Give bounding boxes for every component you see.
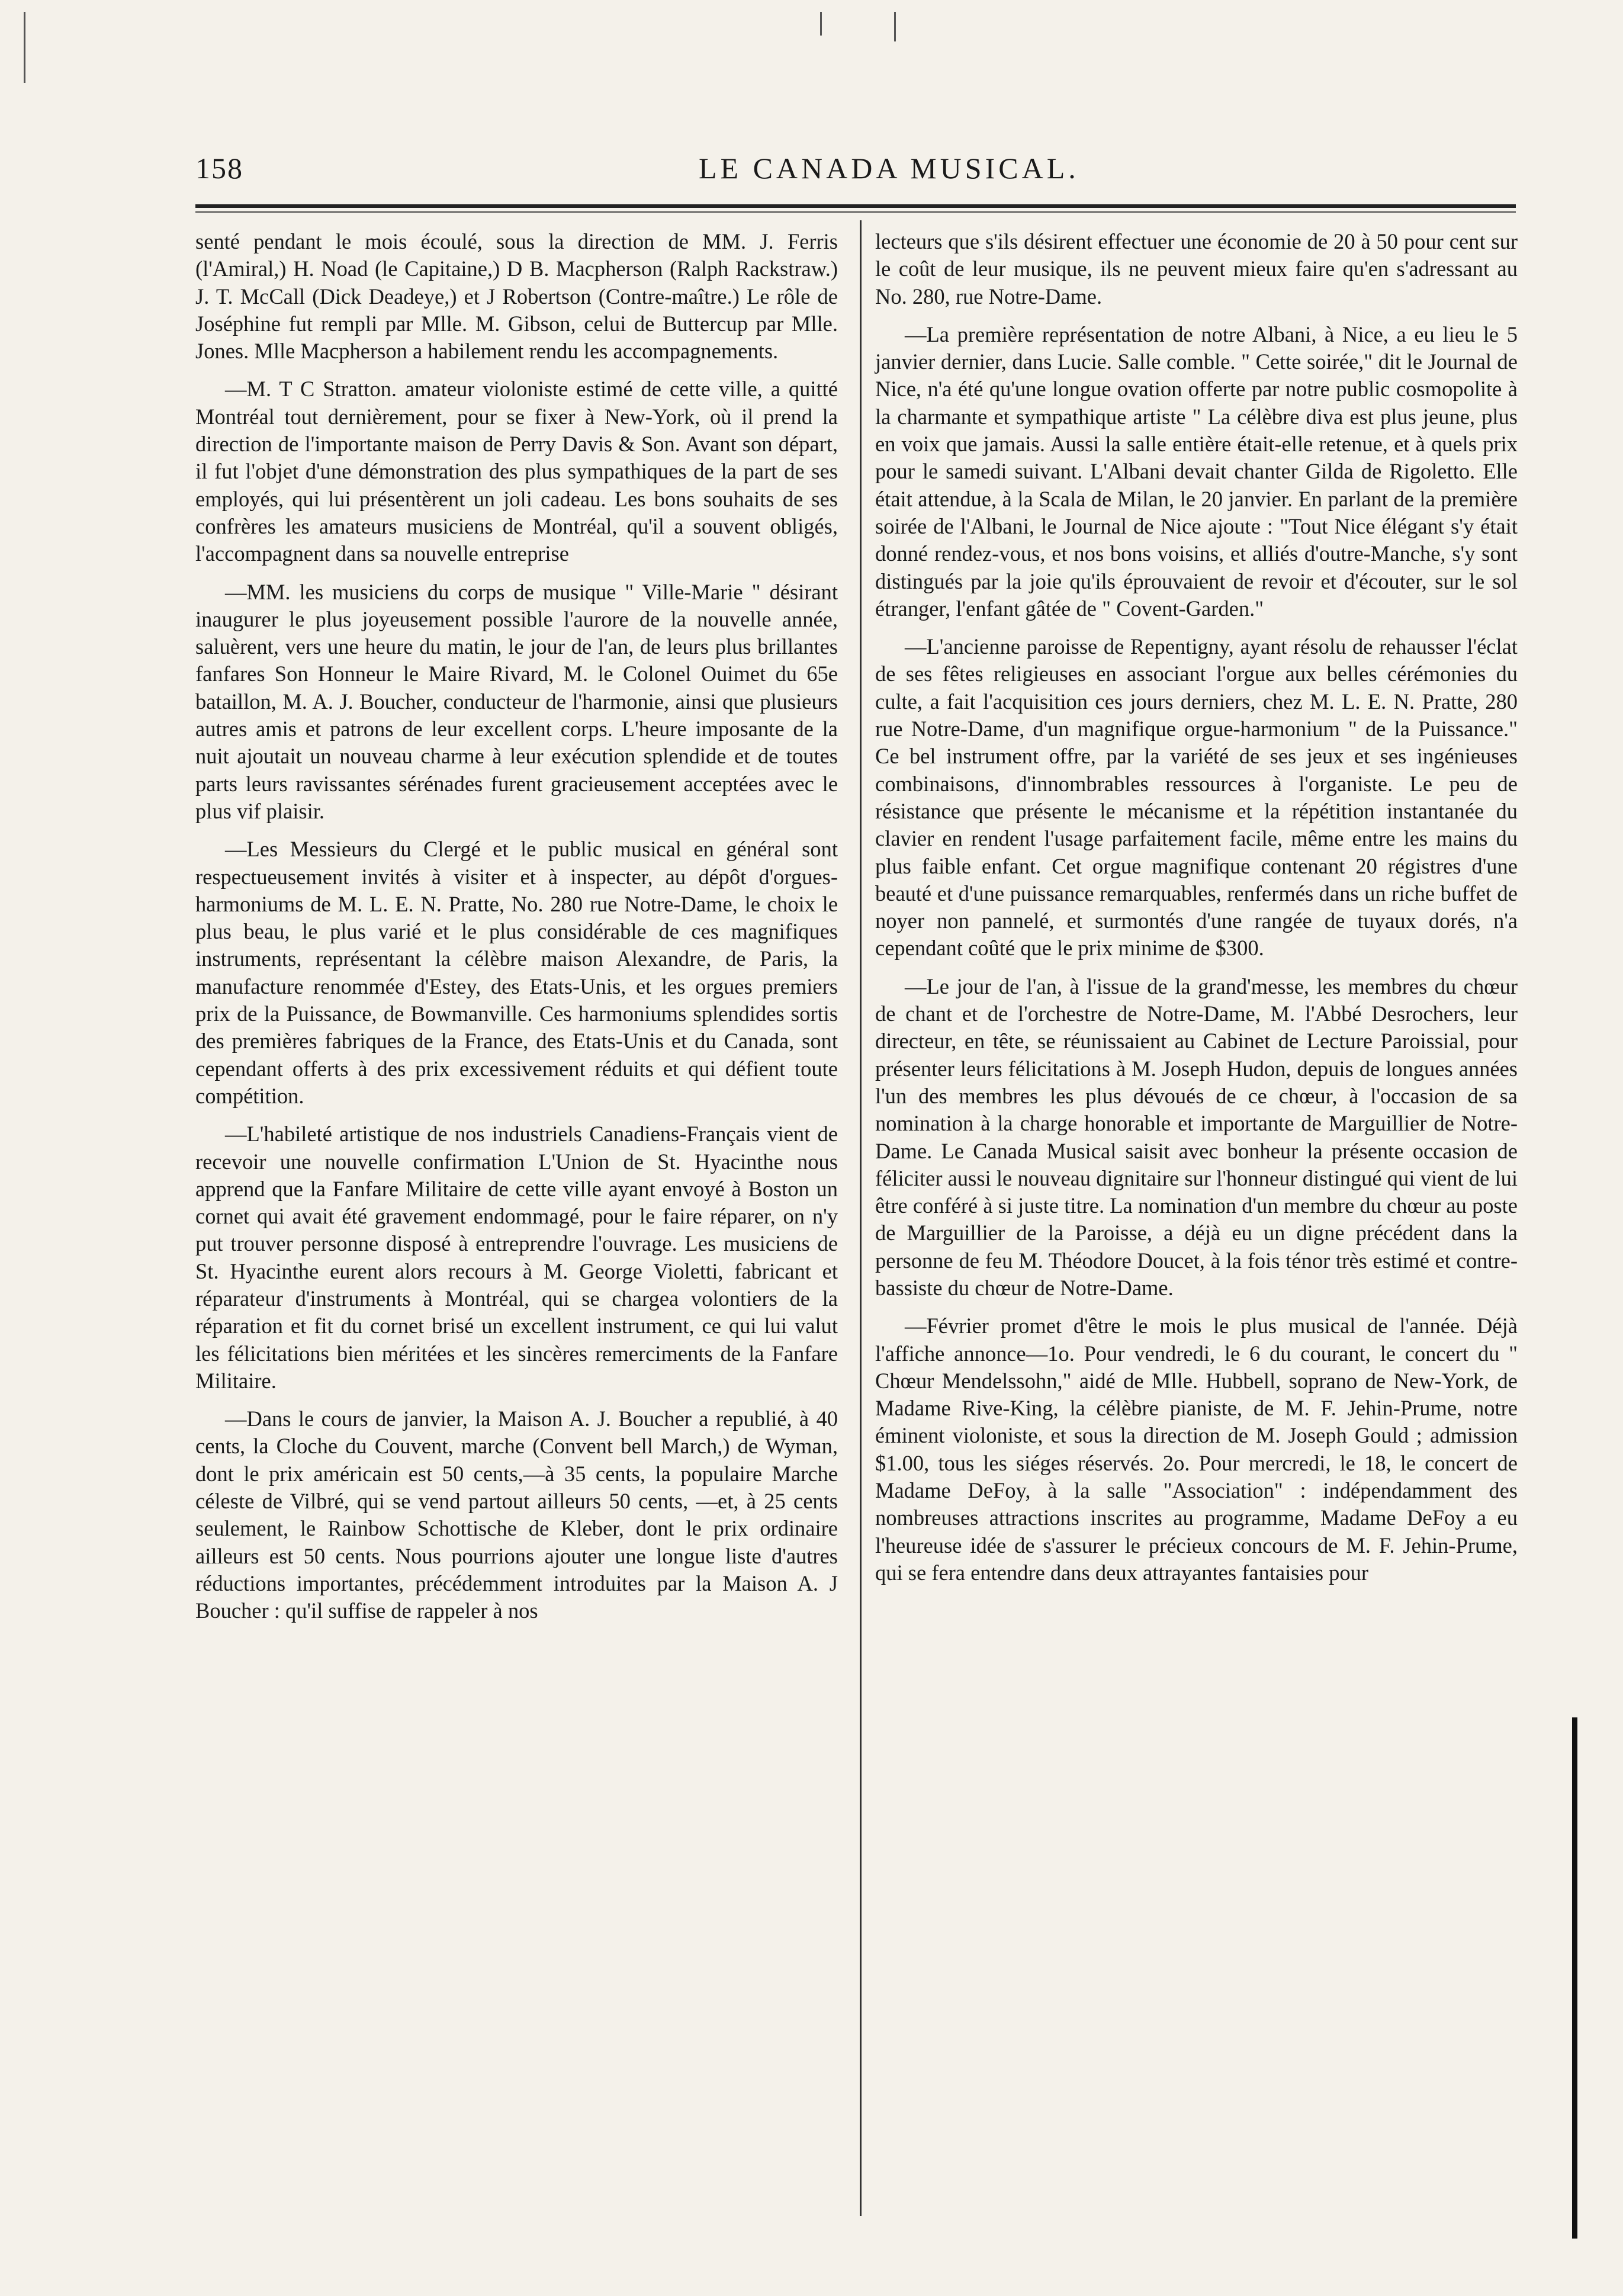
binding-edge-mark [1572, 1717, 1577, 2239]
article-boucher-prices: —Dans le cours de janvier, la Maison A. J. Boucher a republié, à 40 cents, la Cloche du Couvent, marche (Convent bell March,) de Wyman, dont le prix américain est 50 cents,—à 35 cents, la populaire Marche céleste de Vilbré, qui se vend partout ailleurs 50 cents, —et, à 25 cents seulement, le Rainbow Schottische de Kleber, dont le prix ordinaire ailleurs est 50 cents. Nous pourrions ajouter une longue liste d'autres réductions importantes, précédemment introduites par la Maison A. J Boucher : qu'il suffise de rappeler à nos [195, 1406, 838, 1623]
scan-mark [24, 12, 25, 83]
article-fevrier-concerts: —Février promet d'être le mois le plus musical de l'année. Déjà l'affiche annonce—1o. Pour vendredi, le 6 du courant, le concert du " Chœur Mendelssohn," aidé de Mlle. Hubbell, soprano de New-York, de Madame Rive-King, la célèbre pianiste, de M. F. Jehin-Prume, notre éminent violoniste, et sous la direction de M. Joseph Gould ; admission $1.00, tous les siéges réservés. 2o. Pour mercredi, le 18, le concert de Madame DeFoy, à la salle "Association" : indépendamment des nombreuses attractions inscrites au programme, Madame DeFoy a eu l'heureuse idée de s'assurer le précieux concours de M. F. Jehin-Prume, qui se fera entendre dans deux attrayantes fantaisies pour [875, 1314, 1518, 1585]
article-continuation-right: lecteurs que s'ils désirent effectuer une économie de 20 à 50 pour cent sur le coût de leur musique, ils ne peuvent mieux faire qu'en s'adressant au No. 280, rue Notre-Dame. [875, 229, 1518, 309]
article-continuation: senté pendant le mois écoulé, sous la direction de MM. J. Ferris (l'Amiral,) H. Noad (le Capitaine,) D B. Macpherson (Ralph Rackstraw.) J. T. McCall (Dick Deadeye,) et J Robertson (Contre-maître.) Le rôle de Joséphine fut rempli par Mlle. M. Gibson, celui de Buttercup par Mlle. Jones. Mlle Macpherson a habilement rendu les accompagnements. [195, 229, 838, 364]
article-albani-nice: —La première représentation de notre Albani, à Nice, a eu lieu le 5 janvier dernier, dans Lucie. Salle comble. " Cette soirée," dit le Journal de Nice, n'a été qu'une longue ovation offerte par notre public cosmopolite à la charmante et sympathique artiste " La célèbre diva est plus jeune, plus en voix que jamais. Aussi la salle entière était-elle retenue, et à quels prix pour le samedi suivant. L'Albani devait chanter Gilda de Rigoletto. Elle était attendue, à la Scala de Milan, le 20 janvier. En parlant de la première soirée de l'Albani, le Journal de Nice ajoute : "Tout Nice élégant s'y était donné rendez-vous, et nos bons voisins, et alliés d'outre-Manche, s'y sont distingués par la joie qu'ils éprouvaient de revoir et d'écouter, sur le sol étranger, l'enfant gâtée de " Covent-Garden." [875, 322, 1518, 621]
article-stratton: —M. T C Stratton. amateur violoniste estimé de cette ville, a quitté Montréal tout dernièrement, pour se fixer à New-York, où il prend la direction de l'importante maison de Perry Davis & Son. Avant son départ, il fut l'objet d'une démonstration des plus sympathiques de la part de ses employés, qui lui présentèrent un joli cadeau. Les bons souhaits de ses confrères les amateurs musiciens de Montréal, qu'il a souvent obligés, l'accompagnent dans sa nouvelle entreprise [195, 377, 838, 566]
header-rule-thick [195, 204, 1516, 208]
header-rule-thin [195, 211, 1516, 213]
page-header [195, 151, 1516, 198]
column-divider [860, 220, 862, 2216]
article-repentigny-organ: —L'ancienne paroisse de Repentigny, ayant résolu de rehausser l'éclat de ses fêtes religieuses en associant l'orgue aux belles cérémonies du culte, a fait l'acquisition ces jours derniers, chez M. L. E. N. Pratte, 280 rue Notre-Dame, d'un magnifique orgue-harmonium " de la Puissance." Ce bel instrument offre, par la variété de ses jeux et ses ingénieuses combinaisons, d'innombrables ressources à l'organiste. Le peu de résistance que présente le mécanisme et la répétition instantanée du clavier en rendent l'usage parfaitement facile, même entre les mains du plus faible enfant. Cet orgue magnifique contenant 20 régistres d'une beauté et d'une puissance remarquables, renfermés dans un riche buffet de noyer non pannelé, et surmontés d'une rangée de tuyaux dorés, n'a cependant coûté que le prix minime de $300. [875, 634, 1518, 961]
article-harmonium-depot: —Les Messieurs du Clergé et le public musical en général sont respectueusement invités à visiter et à inspecter, au dépôt d'orgues-harmoniums de M. L. E. N. Pratte, No. 280 rue Notre-Dame, le choix le plus beau, le plus varié et le plus considérable de ces magnifiques instruments, représentant la célèbre maison Alexandre, de Paris, la manufacture renommée d'Estey, des Etats-Unis, et les orgues premiers prix de la Puissance, de Bowmanville. Ces harmoniums splendides sortis des premières fabriques de la France, des Etats-Unis et du Canada, sont cependant offerts à des prix excessivement réduits et qui défient toute compétition. [195, 837, 838, 1108]
article-ville-marie-band: —MM. les musiciens du corps de musique " Ville-Marie " désirant inaugurer le plus joyeusement possible l'aurore de la nouvelle année, saluèrent, vers une heure du matin, le jour de l'an, de leurs plus brillantes fanfares Son Honneur le Maire Rivard, M. le Colonel Ouimet du 65e bataillon, M. A. J. Boucher, conducteur de l'harmonie, ainsi que plusieurs autres amis et patrons de leur excellent corps. L'heure imposante de la nuit ajoutait un nouveau charme à leur exécution splendide et de toutes parts leurs ravissantes sérénades furent gracieusement acceptées avec le plus vif plaisir. [195, 579, 838, 823]
scan-mark [820, 12, 822, 36]
article-violetti-cornet: —L'habileté artistique de nos industriels Canadiens-Français vient de recevoir une nouvelle confirmation L'Union de St. Hyacinthe nous apprend que la Fanfare Militaire de cette ville ayant envoyé à Boston un cornet qui avait été gravement endommagé, pour le faire réparer, on n'y put trouver personne disposé à entreprendre l'ouvrage. Les musiciens de St. Hyacinthe eurent alors recours à M. George Violetti, fabricant et réparateur d'instruments à Montréal, qui se chargea volontiers de la réparation et fit du cornet brisé un excellent instrument, ce qui lui valut les félicitations bien méritées et les sincères remerciments de la Fanfare Militaire. [195, 1122, 838, 1393]
page-number: 158 [195, 152, 243, 185]
article-hudon-marguillier: —Le jour de l'an, à l'issue de la grand'messe, les membres du chœur de chant et de l'orchestre de Notre-Dame, M. l'Abbé Desrochers, leur directeur, en tête, se réunissaient au Cabinet de Lecture Paroissial, pour présenter leurs félicitations à M. Joseph Hudon, depuis de longues années l'un des membres les plus dévoués de ce chœur, à l'occasion de sa nomination à la charge honorable et importante de Marguillier de Notre-Dame. Le Canada Musical saisit avec bonheur la présente occasion de féliciter aussi le nouveau dignitaire sur l'honneur distingué qui vient de lui être conféré à si juste titre. La nomination d'un membre du chœur au poste de Marguillier de la Paroisse, a déjà eu un digne précédent dans la personne de feu M. Théodore Doucet, à la fois ténor très estimé et contre-bassiste du chœur de Notre-Dame. [875, 974, 1518, 1300]
running-title: LE CANADA MUSICAL. [699, 152, 1079, 185]
right-column [875, 228, 1518, 1587]
scan-mark [894, 12, 896, 41]
left-column [195, 228, 838, 1625]
